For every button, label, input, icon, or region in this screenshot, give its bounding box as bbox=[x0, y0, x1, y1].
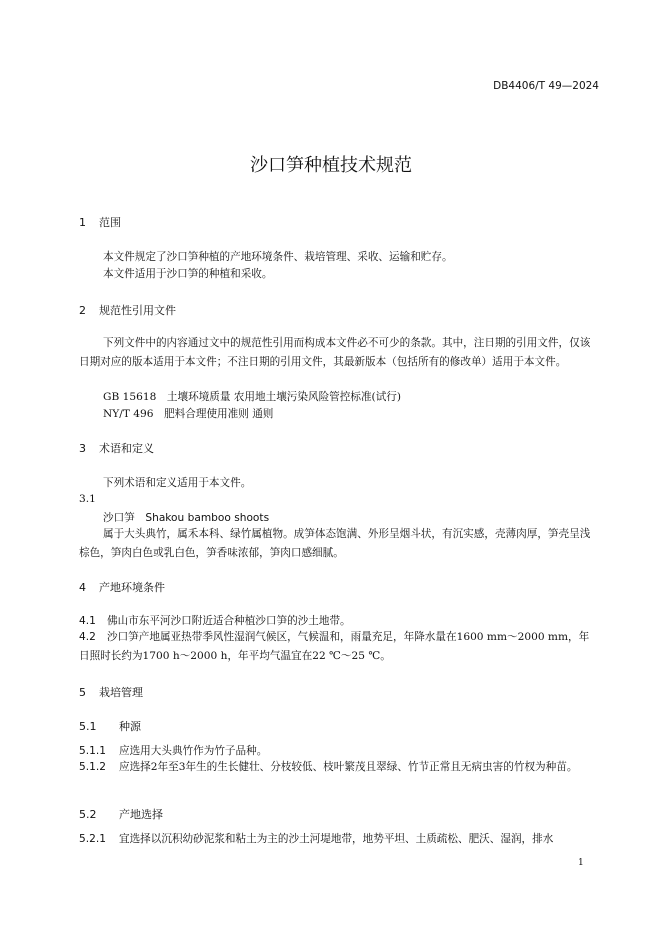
clause-text: 沙口笋产地属亚热带季风性湿润气候区，气候温和，雨量充足，年降水量在1600 mm～2000 mm，年日照时长约为1700 h～2000 h，年平均气温宜在22 ℃～25 ℃。 bbox=[79, 631, 590, 662]
clause bbox=[79, 831, 553, 846]
section-heading-5 bbox=[79, 684, 143, 700]
clause-text: 佛山市东平河沙口附近适合种植沙口笋的沙土地带。 bbox=[107, 615, 351, 627]
paragraph: 本文件适用于沙口笋的种植和采收。 bbox=[103, 268, 273, 280]
term-name: 沙口笋 Shakou bamboo shoots bbox=[103, 512, 270, 524]
subsection-heading-5-1 bbox=[79, 718, 141, 734]
clause-number: 4.2 bbox=[79, 631, 96, 643]
subsection-heading-5-2 bbox=[79, 806, 163, 822]
section-heading-4 bbox=[79, 579, 165, 595]
section-heading-1 bbox=[79, 214, 121, 230]
page-title: 沙口笋种植技术规范 bbox=[250, 155, 412, 176]
clause-text: 应选用大头典竹作为竹子品种。 bbox=[119, 745, 268, 757]
clause-number: 5.1.1 bbox=[79, 745, 106, 757]
paragraph: 下列术语和定义适用于本文件。 bbox=[103, 477, 252, 489]
clause-number: 4.1 bbox=[79, 615, 96, 627]
section-heading-2 bbox=[79, 302, 176, 318]
section-title: 规范性引用文件 bbox=[99, 304, 176, 317]
section-number: 1 bbox=[79, 216, 86, 229]
clause-number: 5.1.2 bbox=[79, 761, 106, 773]
clause-text: 宜选择以沉积幼砂泥浆和粘土为主的沙土河堤地带，地势平坦、土质疏松、肥沃、湿润，排水 bbox=[119, 833, 554, 845]
section-number: 4 bbox=[79, 581, 86, 594]
section-title: 产地环境条件 bbox=[99, 581, 165, 594]
clause-text: 应选择2年至3年生的生长健壮、分枝较低、枝叶繁茂且翠绿、竹节正常且无病虫害的竹杈为种苗。 bbox=[119, 761, 578, 773]
reference-item: GB 15618 土壤环境质量 农用地土壤污染风险管控标准(试行) bbox=[103, 391, 402, 403]
section-title: 范围 bbox=[99, 216, 121, 229]
term-definition: 属于大头典竹，属禾本科、绿竹属植物。成笋体态饱满、外形呈烟斗状，有沉实感，壳薄肉厚，笋壳呈浅棕色，笋肉白色或乳白色，笋香味浓郁，笋肉口感细腻。 bbox=[79, 528, 591, 559]
section-number: 5 bbox=[79, 686, 86, 699]
section-title: 栽培管理 bbox=[99, 686, 143, 699]
section-title: 术语和定义 bbox=[99, 442, 154, 455]
clause bbox=[79, 613, 351, 628]
paragraph: 本文件规定了沙口笋种植的产地环境条件、栽培管理、采收、运输和贮存。 bbox=[103, 251, 453, 263]
subsection-number: 5.2 bbox=[79, 808, 97, 821]
clause-number: 5.2.1 bbox=[79, 833, 106, 845]
document-code: DB4406/T 49—2024 bbox=[493, 80, 599, 92]
paragraph: 下列文件中的内容通过文中的规范性引用而构成本文件必不可少的条款。其中，注日期的引用文件，仅该日期对应的版本适用于本文件；不注日期的引用文件，其最新版本（包括所有的修改单）适用于本文件。 bbox=[79, 337, 591, 368]
clause bbox=[79, 758, 599, 777]
section-heading-3 bbox=[79, 440, 154, 456]
section-number: 3 bbox=[79, 442, 86, 455]
section-number: 2 bbox=[79, 304, 86, 317]
reference-item: NY/T 496 肥料合理使用准则 通则 bbox=[103, 408, 274, 420]
subsection-number: 5.1 bbox=[79, 720, 97, 733]
subsection-title: 种源 bbox=[119, 720, 141, 733]
clause bbox=[79, 628, 599, 665]
clause bbox=[79, 743, 267, 758]
term-number: 3.1 bbox=[79, 493, 96, 505]
subsection-title: 产地选择 bbox=[119, 808, 163, 821]
page-number: 1 bbox=[578, 858, 584, 868]
